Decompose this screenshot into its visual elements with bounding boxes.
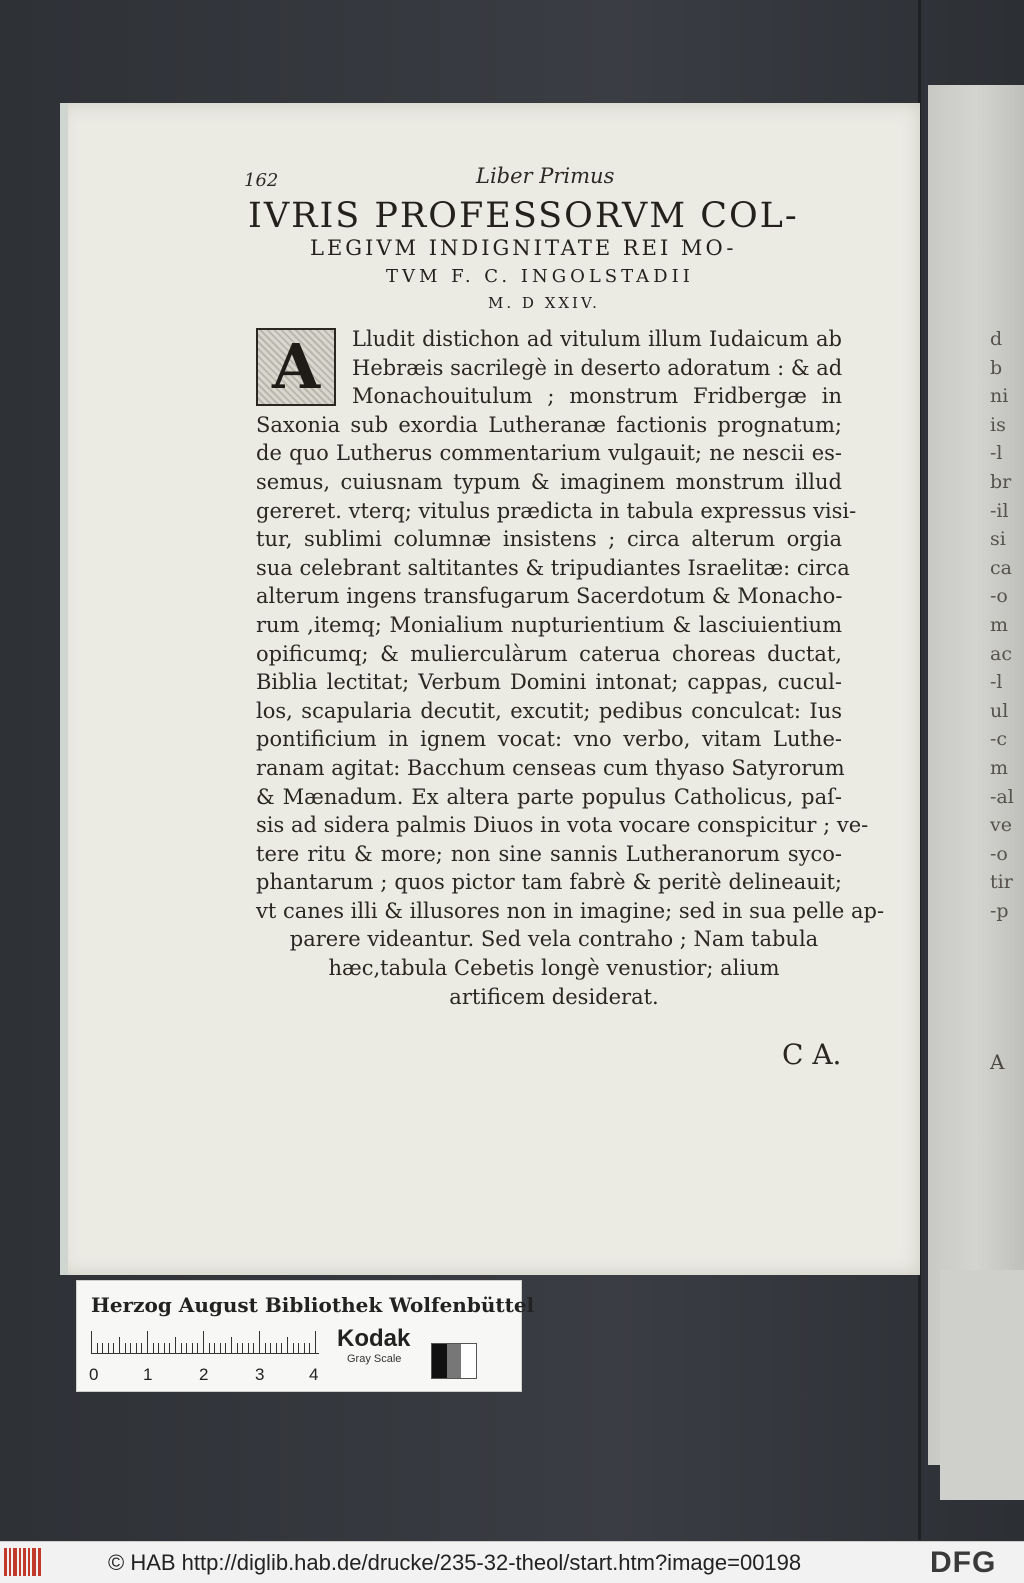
ruler-tick — [147, 1331, 148, 1353]
body-line: Hebræis sacrilegè in deserto adoratum : & ad — [352, 355, 843, 380]
ruler-tick — [304, 1343, 305, 1353]
scale-number-0: 0 — [89, 1365, 99, 1384]
facing-fragment: ni — [990, 385, 1009, 408]
ruler-tick — [270, 1343, 271, 1353]
ruler-tick — [164, 1343, 165, 1353]
facing-fragment: -o — [990, 842, 1008, 865]
title-line-3: TVM F. C. INGOLSTADII — [386, 266, 694, 287]
ruler-tick — [265, 1343, 266, 1353]
gray-swatch — [431, 1343, 477, 1379]
facing-fragment: -il — [990, 499, 1009, 522]
ruler-tick — [175, 1337, 176, 1353]
ruler-tick — [214, 1343, 215, 1353]
facing-fragment: b — [990, 356, 1003, 379]
facing-fragment: br — [990, 470, 1012, 493]
ruler-tick — [259, 1331, 260, 1353]
facing-fragment: -l — [990, 671, 1003, 694]
ruler-tick — [97, 1343, 98, 1353]
kodak-logo: Kodak — [337, 1325, 411, 1352]
ruler-tick — [197, 1343, 198, 1353]
body-line: alterum ingens transfugarum Sacerdotum & Monacho- — [256, 584, 843, 609]
facing-fragment: -l — [990, 442, 1003, 465]
facing-fragment: m — [990, 756, 1009, 779]
body-line: tere ritu & more; non sine sannis Lutheranorum syco- — [256, 841, 842, 866]
footer-bar — [0, 1541, 1024, 1583]
ruler-tick — [141, 1343, 142, 1353]
ruler-tick — [293, 1343, 294, 1353]
ruler-tick — [169, 1343, 170, 1353]
body-line: de quo Lutherus commentarium vulgauit; ne nescii es- — [256, 441, 842, 466]
ruler-tick — [91, 1331, 92, 1353]
scale-number-2: 2 — [199, 1365, 209, 1384]
ruler-tick — [253, 1343, 254, 1353]
ruler-tick — [298, 1343, 299, 1353]
ruler-tick — [119, 1337, 120, 1353]
body-line: gereret. vterq; vitulus prædicta in tabula expressus visi- — [256, 498, 857, 523]
ruler-tick — [242, 1343, 243, 1353]
body-line: pontificium in ignem vocat: vno verbo, vitam Luthe- — [256, 727, 842, 752]
body-line: Lludit distichon ad vitulum illum Iudaicum ab — [352, 327, 842, 351]
page-number: 162 — [244, 170, 279, 191]
dfg-logo: DFG — [930, 1546, 997, 1579]
ruler-tick — [192, 1343, 193, 1353]
ruler-tick — [153, 1343, 154, 1353]
ruler-tick — [102, 1343, 103, 1353]
body-line: semus, cuiusnam typum & imaginem monstrum illud — [256, 469, 842, 494]
facing-fragment: -o — [990, 585, 1008, 608]
ruler-tick — [108, 1343, 109, 1353]
ruler-tick — [315, 1331, 316, 1353]
ruler-tick — [181, 1343, 182, 1353]
closing-line: parere videantur. Sed vela contraho ; Nam tabula — [289, 927, 819, 952]
ruler-tick — [136, 1343, 137, 1353]
facing-fragment: -al — [990, 785, 1014, 808]
title-line-1: IVRIS PROFESSORVM COL- — [248, 196, 799, 236]
library-name: Herzog August Bibliothek Wolfenbüttel — [91, 1293, 535, 1317]
facing-fragment: m — [990, 613, 1009, 636]
facing-fragment: ve — [990, 814, 1012, 837]
ruler-tick — [276, 1343, 277, 1353]
ruler-tick — [203, 1331, 204, 1353]
ruler-tick — [113, 1343, 114, 1353]
running-head: Liber Primus — [476, 164, 615, 188]
body-line: rum ,itemq; Monialium nupturientium & lasciuientium — [256, 612, 842, 637]
body-line: sis ad sidera palmis Diuos in vota vocare conspicitur ; ve- — [256, 813, 869, 838]
facing-fragment: tir — [990, 871, 1013, 894]
catchword: C A. — [782, 1038, 842, 1071]
ruler-tick — [220, 1343, 221, 1353]
body-line: Monachouitulum ; monstrum Fridbergæ in — [352, 384, 842, 409]
body-line: Biblia lectitat; Verbum Domini intonat; cappas, cucul- — [256, 670, 842, 695]
ruler-tick — [130, 1343, 131, 1353]
gray-scale-label: Gray Scale — [347, 1353, 402, 1365]
ruler-tick — [158, 1343, 159, 1353]
scale-ruler — [91, 1331, 319, 1354]
body-line: tur, sublimi columnæ insistens ; circa alterum orgia — [256, 527, 842, 552]
body-line: phantarum ; quos pictor tam fabrè & peritè delineauit; — [256, 870, 842, 895]
facing-fragment: si — [990, 528, 1006, 551]
body-line: Saxonia sub exordia Lutheranæ factionis prognatum; — [256, 412, 842, 437]
facing-fragment: ul — [990, 699, 1009, 722]
body-text — [256, 325, 885, 1011]
facing-fragment: ca — [990, 556, 1012, 579]
scale-number-3: 3 — [255, 1365, 265, 1384]
title-line-4: M. D XXIV. — [488, 294, 600, 312]
closing-line: hæc,tabula Cebetis longè venustior; alium — [328, 956, 780, 981]
ruler-tick — [225, 1343, 226, 1353]
body-line: los, scapularia decutit, excutit; pedibus conculcat: Ius — [256, 698, 842, 723]
ruler-tick — [231, 1337, 232, 1353]
body-line: opificumq; & mulierculàrum caterua choreas ductat, — [256, 641, 842, 666]
decorated-initial — [256, 328, 336, 406]
scale-number-4: 4 — [309, 1365, 319, 1384]
ruler-tick — [248, 1343, 249, 1353]
body-line: ranam agitat: Bacchum censeas cum thyaso Satyrorum — [256, 755, 845, 780]
facing-fragment: d — [990, 328, 1003, 350]
facing-page-catchword: A — [990, 1050, 1005, 1074]
barcode-icon — [4, 1548, 48, 1576]
scale-number-1: 1 — [143, 1365, 153, 1384]
closing-line: artificem desiderat. — [449, 984, 659, 1009]
page-edge — [60, 103, 68, 1275]
ruler-tick — [209, 1343, 210, 1353]
body-line: sua celebrant saltitantes & tripudiantes Israelitæ: circa — [256, 555, 850, 580]
facing-page-flap — [940, 1270, 1024, 1500]
facing-fragment: -p — [990, 899, 1009, 922]
ruler-tick — [309, 1343, 310, 1353]
title-line-2: LEGIVM INDIGNITATE REI MO- — [310, 236, 737, 260]
initial-letter: A — [271, 330, 321, 403]
ruler-tick — [287, 1337, 288, 1353]
facing-fragment: ac — [990, 642, 1012, 665]
ruler-tick — [237, 1343, 238, 1353]
library-color-card — [76, 1280, 535, 1392]
facing-page-text-fragments — [990, 325, 1020, 925]
body-line: vt canes illi & illusores non in imagine; sed in sua pelle ap- — [256, 898, 885, 923]
facing-fragment: -c — [990, 728, 1008, 751]
copyright-url[interactable]: © HAB http://diglib.hab.de/drucke/235-32-theol/start.htm?image=00198 — [108, 1550, 802, 1575]
ruler-tick — [186, 1343, 187, 1353]
ruler-tick — [125, 1343, 126, 1353]
facing-fragment: is — [990, 413, 1006, 436]
ruler-tick — [281, 1343, 282, 1353]
body-line: & Mænadum. Ex altera parte populus Catholicus, paſ- — [256, 784, 842, 809]
